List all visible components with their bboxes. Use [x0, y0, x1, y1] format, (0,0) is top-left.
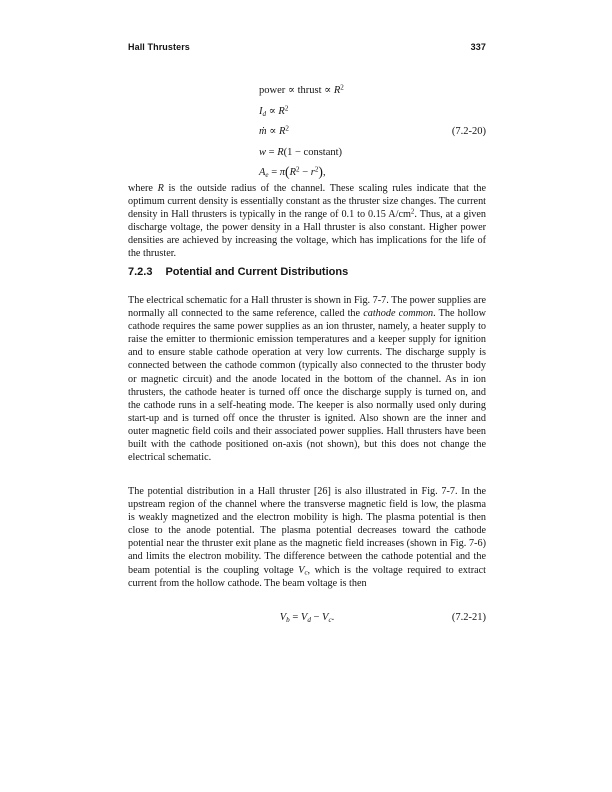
equation-line-area	[128, 163, 486, 184]
equation-group-7-2-20	[128, 81, 486, 184]
equation-text: w = R(1 − constant)	[259, 146, 343, 158]
equation-line-width	[128, 143, 486, 164]
page-number: 337	[470, 42, 486, 52]
section-title: Potential and Current Distributions	[165, 266, 349, 278]
equation-beam-voltage: $V_b = V_d - V_c$.	[279, 612, 335, 624]
equation-line-current	[128, 102, 486, 123]
section-number: 7.2.3	[128, 266, 153, 278]
equation-text: power ∝ thrust ∝ $R^2$	[259, 83, 344, 96]
body-paragraph-potential: The potential distribution in a Hall thruster [26] is also illustrated in Fig. 7-7. In the upstream region of the channel where the transverse magnetic field is low, the plasma is weakly magnetized and the electron mobility is high. The plasma potential is then close to the anode potential. The plasma potential decreases toward the cathode potential near the thruster exit plane as the magnetic field increases (shown in Fig. 7-6) and limits the electron mobility. The difference between the cathode potential and the beam potential is the coupling voltage $V_c$, which is the voltage required to extract current from the hollow cathode. The beam voltage is then	[128, 486, 487, 589]
equation-text: $I_d \propto R^2$	[259, 103, 289, 118]
equation-number-7-2-20: (7.2-20)	[451, 126, 486, 137]
running-header	[128, 42, 486, 52]
header-title: Hall Thrusters	[128, 42, 190, 52]
equation-text: $A_e = \pi(R^2 - r^2)$,	[259, 163, 326, 179]
equation-text: ṁ ∝ $R^2$	[259, 124, 289, 137]
section-heading	[128, 266, 486, 278]
equation-line-massflow	[128, 122, 486, 143]
equation-number-7-2-21: (7.2-21)	[451, 612, 486, 623]
body-paragraph-schematic: The electrical schematic for a Hall thruster is shown in Fig. 7-7. The power supplies are normally all connected to the same reference, called the cathode common. The hollow cathode requires the same power supplies as an ion thruster, namely, a heater supply to raise the emitter to thermionic emission temperatures and a keeper supply for ignition and to ensure stable cathode operation at very low currents. The discharge supply is connected between the cathode common (typically also connected to the thruster body or magnetic circuit) and the anode located in the bottom of the channel. As in ion thrusters, the cathode heater is turned off once the discharge supply is turned on, and the cathode runs in a self-heating mode. The keeper is also normally used only during start-up and is turned off once the thruster is ignited. Also shown are the inner and outer magnetic field coils and their associated power supplies. Hall thrusters have been built with the cathode positioned on-axis (not shown), but this does not change the electrical schematic.	[128, 295, 486, 464]
equation-group-7-2-21	[128, 610, 486, 625]
equation-line-power	[128, 81, 486, 102]
body-paragraph-scaling: where R is the outside radius of the channel. These scaling rules indicate that the optimum current density is essentially constant as the thruster size changes. The current density in Hall thrusters is typically in the range of 0.1 to 0.15 $A/cm^2$. Thus, at a given discharge voltage, the power density in a Hall thruster is also constant. Higher power densities are achieved by increasing the voltage, which has implications for the life of the thruster.	[128, 183, 486, 260]
